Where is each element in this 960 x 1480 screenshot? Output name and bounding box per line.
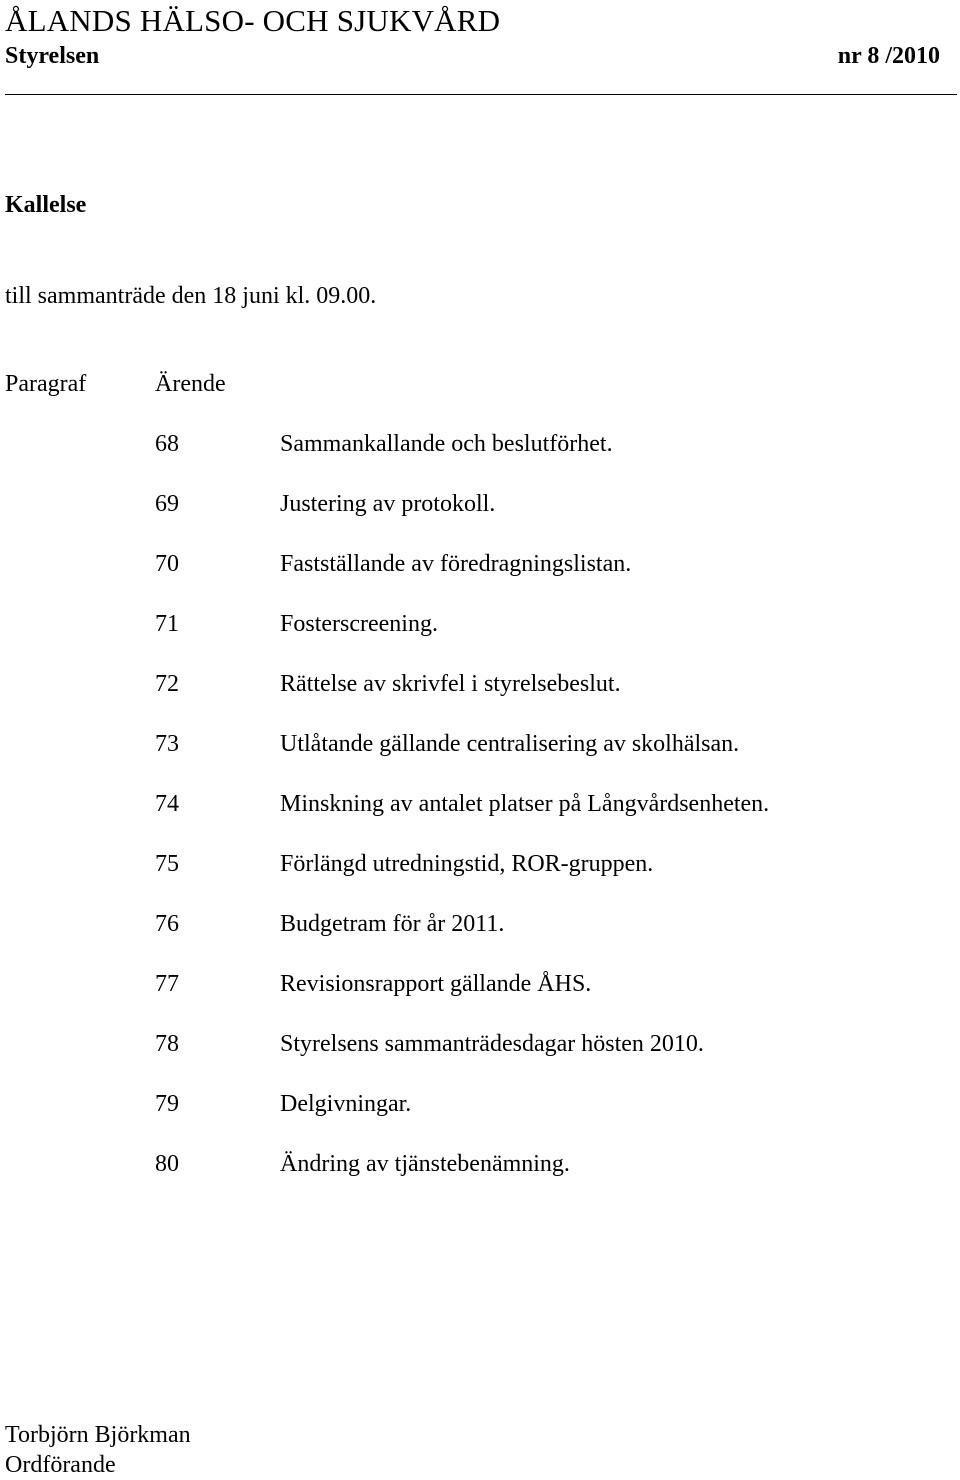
document-subheader — [5, 40, 940, 72]
agenda-item-text: Styrelsens sammanträdesdagar hösten 2010. — [280, 1031, 704, 1057]
agenda-item — [0, 1029, 960, 1089]
agenda-item — [0, 789, 960, 849]
organization-title: ÅLANDS HÄLSO- OCH SJUKVÅRD — [5, 3, 501, 38]
agenda-item — [0, 1089, 960, 1149]
meeting-date-line: till sammanträde den 18 juni kl. 09.00. — [5, 283, 377, 309]
header-divider — [5, 94, 957, 95]
signatory-name: Torbjörn Björkman — [5, 1422, 191, 1448]
agenda-item — [0, 489, 960, 549]
agenda-item-number: 75 — [155, 851, 179, 877]
agenda-item-number: 70 — [155, 551, 179, 577]
agenda-item-number: 80 — [155, 1151, 179, 1177]
column-header-matter: Ärende — [155, 371, 226, 397]
agenda-item-number: 72 — [155, 671, 179, 697]
agenda-item-text: Sammankallande och beslutförhet. — [280, 431, 613, 457]
agenda-item — [0, 609, 960, 669]
agenda-item — [0, 1149, 960, 1209]
signature-block — [5, 1420, 191, 1480]
column-header-paragraph: Paragraf — [5, 371, 87, 397]
document-number: nr 8 /2010 — [837, 43, 940, 69]
agenda-item-text: Minskning av antalet platser på Långvårdsenheten. — [280, 791, 770, 817]
board-name: Styrelsen — [5, 43, 100, 69]
agenda-item-text: Fastställande av föredragningslistan. — [280, 551, 632, 577]
agenda-item-text: Förlängd utredningstid, ROR-gruppen. — [280, 851, 654, 877]
agenda-item-text: Revisionsrapport gällande ÅHS. — [280, 971, 592, 997]
agenda-item — [0, 849, 960, 909]
agenda-item-text: Justering av protokoll. — [280, 491, 496, 517]
agenda-item — [0, 669, 960, 729]
notice-heading: Kallelse — [5, 192, 87, 218]
agenda-item-number: 76 — [155, 911, 179, 937]
agenda-item-text: Fosterscreening. — [280, 611, 438, 637]
agenda-item — [0, 909, 960, 969]
agenda-item-number: 79 — [155, 1091, 179, 1117]
agenda-item-number: 78 — [155, 1031, 179, 1057]
agenda-item-number: 73 — [155, 731, 179, 757]
agenda-item-number: 77 — [155, 971, 179, 997]
agenda-list — [0, 429, 960, 1209]
agenda-item-number: 71 — [155, 611, 179, 637]
agenda-item — [0, 729, 960, 789]
agenda-item-text: Utlåtande gällande centralisering av skolhälsan. — [280, 731, 740, 757]
agenda-item — [0, 549, 960, 609]
agenda-item-text: Rättelse av skrivfel i styrelsebeslut. — [280, 671, 621, 697]
agenda-item-text: Ändring av tjänstebenämning. — [280, 1151, 570, 1177]
agenda-item-number: 68 — [155, 431, 179, 457]
agenda-item-number: 69 — [155, 491, 179, 517]
agenda-item — [0, 429, 960, 489]
agenda-item-text: Delgivningar. — [280, 1091, 412, 1117]
agenda-item-text: Budgetram för år 2011. — [280, 911, 505, 937]
signatory-title: Ordförande — [5, 1452, 116, 1478]
agenda-item-number: 74 — [155, 791, 179, 817]
agenda-item — [0, 969, 960, 1029]
